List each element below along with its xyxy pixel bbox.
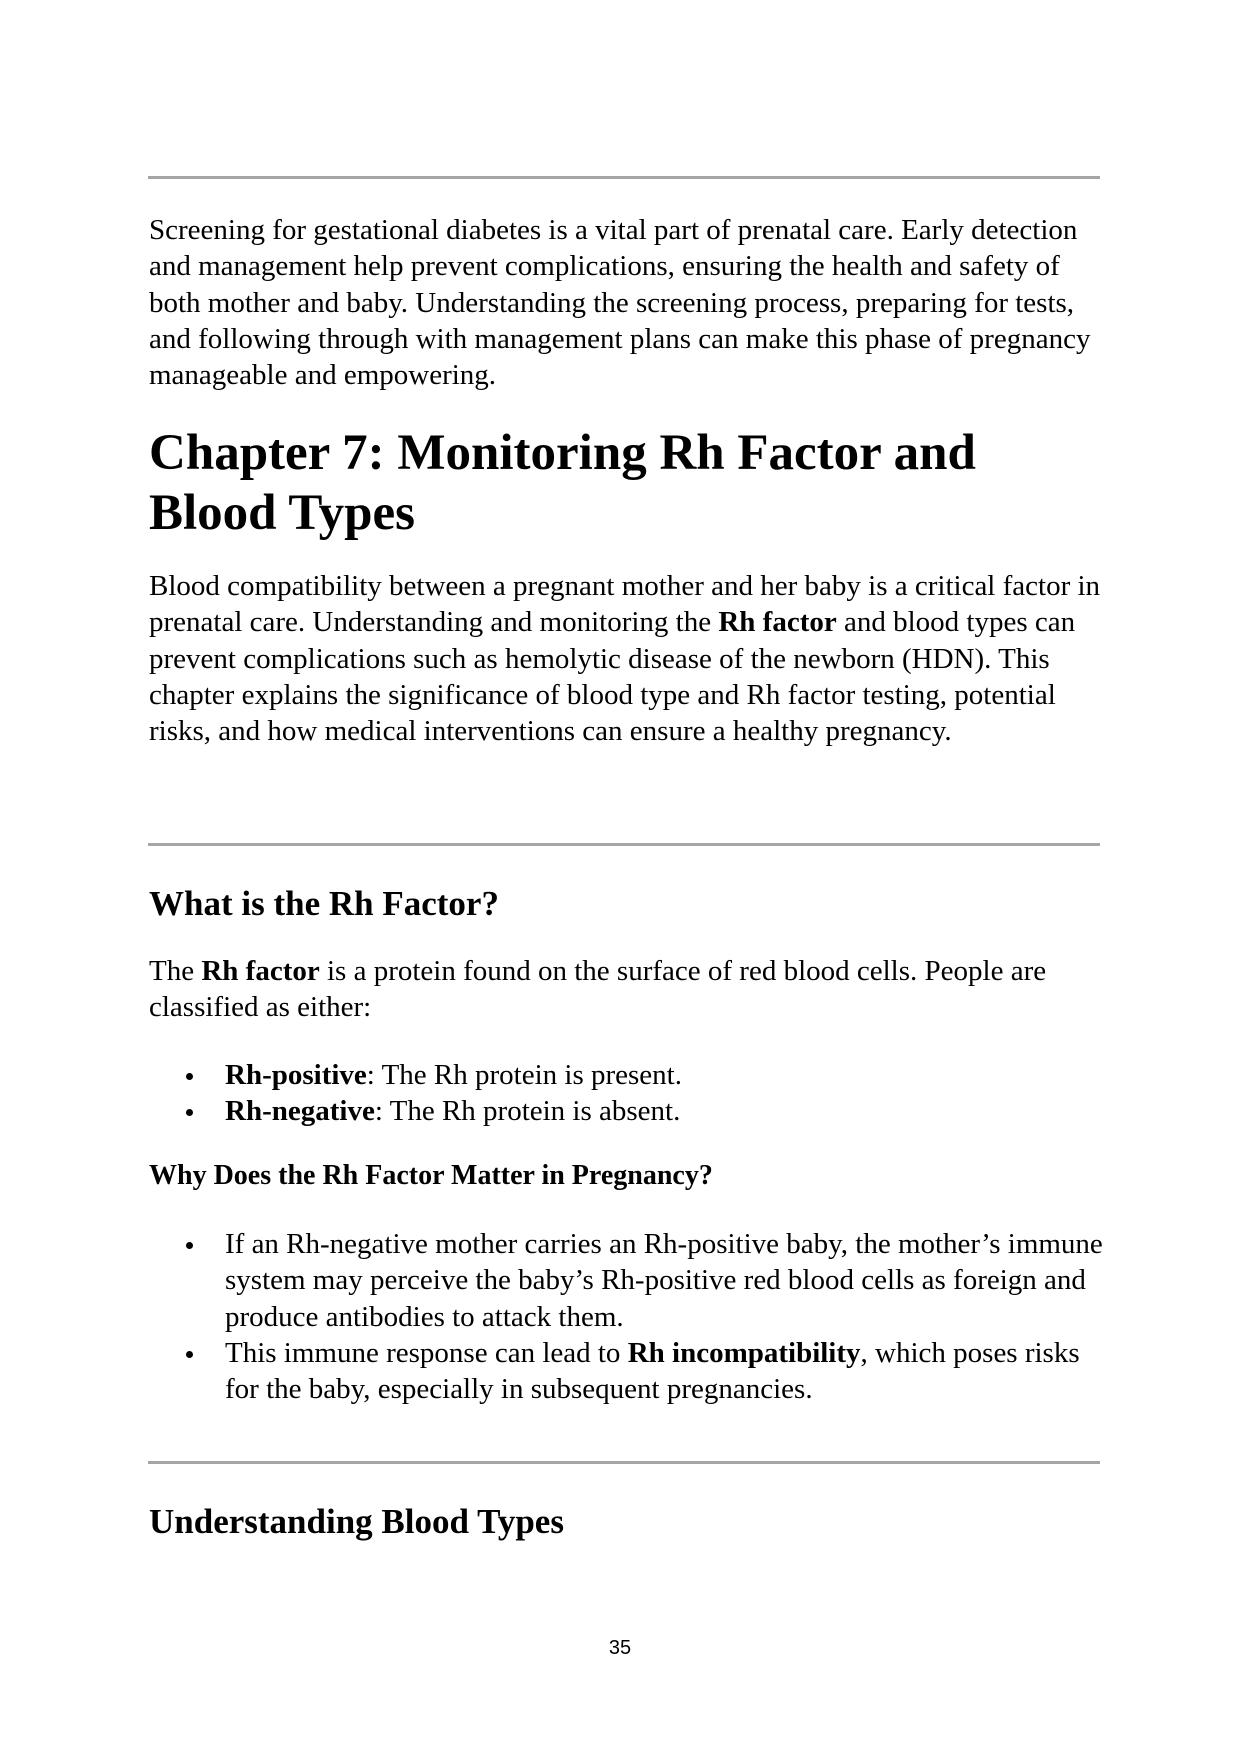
list-item	[149, 1057, 1109, 1093]
bullet-icon	[186, 1242, 193, 1249]
text-run: Blood compatibility between a pregnant mother and her baby is a critical factor in prenatal care. Understanding and monitoring the	[149, 570, 1101, 639]
bold-term: Rh-negative	[225, 1095, 375, 1128]
chapter-intro-paragraph	[149, 568, 1109, 749]
text-run: : The Rh protein is present.	[366, 1059, 682, 1091]
text-run: , which poses risks for the baby, especially in subsequent pregnancies.	[225, 1336, 1080, 1406]
bold-term: Rh incompatibility	[627, 1336, 861, 1369]
rh-factor-paragraph	[149, 953, 1109, 1026]
bullet-icon	[186, 1351, 193, 1358]
rh-types-list	[149, 1057, 1109, 1130]
bullet-icon	[186, 1073, 193, 1080]
text-run: : The Rh protein is absent.	[374, 1095, 681, 1128]
list-item	[149, 1093, 1109, 1129]
section-heading-blood-types: Understanding Blood Types	[149, 1502, 564, 1541]
horizontal-rule	[148, 843, 1100, 846]
bold-term: Rh-positive	[225, 1059, 367, 1091]
list-item	[149, 1335, 1109, 1408]
text-run: If an Rh-negative mother carries an Rh-positive baby, the mother’s immune system may perceive the baby’s Rh-positive red blood cells as foreign and produce antibodies to attack them.	[225, 1228, 1103, 1333]
chapter-title-line-1: Chapter 7: Monitoring Rh Factor and	[149, 425, 976, 481]
chapter-title-line-2: Blood Types	[149, 485, 415, 541]
list-item	[149, 1226, 1109, 1335]
intro-paragraph: Screening for gestational diabetes is a vital part of prenatal care. Early detection and management help prevent complications, ensuring the health and safety of both mother and baby. Understanding the screening process, preparing for tests, and following through with management plans can make this phase of pregnancy manageable and empowering.	[149, 214, 1091, 392]
bold-term: Rh factor	[718, 606, 837, 639]
text-run: is a protein found on the surface of red blood cells. People are classified as either:	[149, 955, 1047, 1024]
bold-term: Rh factor	[201, 955, 320, 987]
subheading-why-rh-matters: Why Does the Rh Factor Matter in Pregnancy?	[149, 1160, 713, 1191]
horizontal-rule	[148, 1461, 1100, 1464]
horizontal-rule	[148, 176, 1100, 179]
page-number: 35	[608, 1637, 632, 1659]
text-run: This immune response can lead to	[225, 1336, 628, 1369]
section-heading-rh-factor: What is the Rh Factor?	[149, 884, 499, 923]
chapter-title	[149, 423, 1109, 543]
bullet-icon	[186, 1109, 193, 1116]
text-run: and blood types can prevent complications such as hemolytic disease of the newborn (HDN). This chapter explains the significance of blood type and Rh factor testing, potential risks, and how medical interventions can ensure a healthy pregnancy.	[149, 606, 1076, 748]
rh-reasons-list	[149, 1226, 1109, 1407]
text-run: The	[149, 955, 202, 987]
